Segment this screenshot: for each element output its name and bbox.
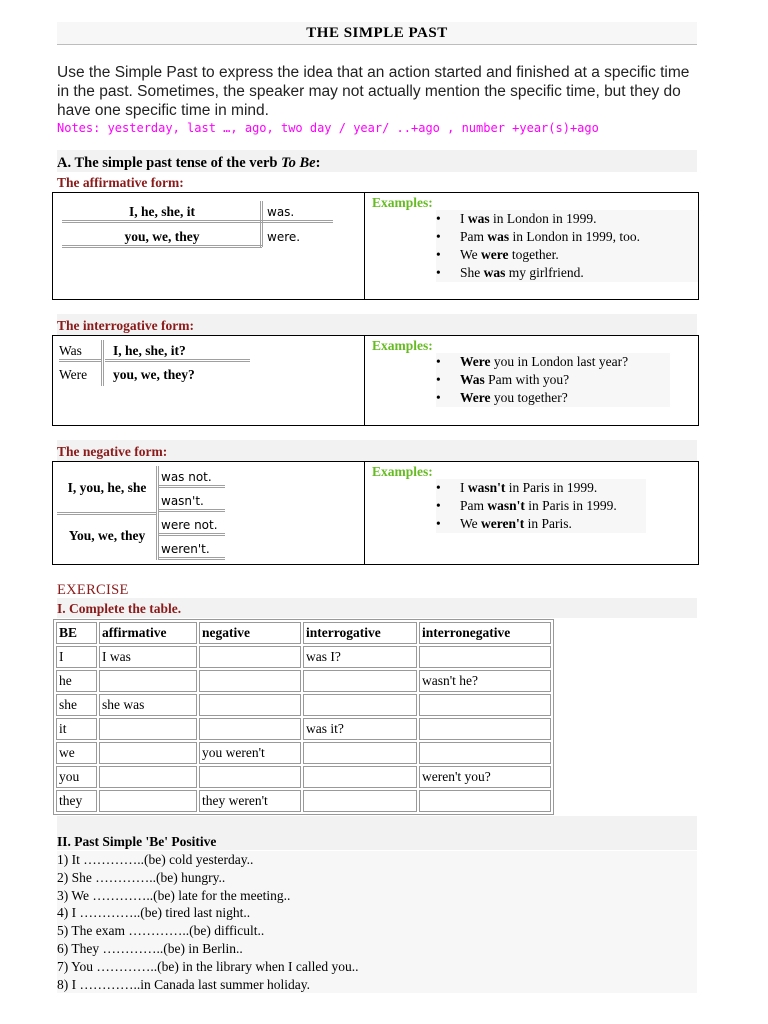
exercise-item-1: 1) It …………..(be) cold yesterday.. [57,851,697,869]
exercise-table [53,619,554,815]
table-cell[interactable] [303,766,417,788]
table-cell[interactable] [99,742,197,764]
negative-form-4: weren't. [159,538,225,560]
table-cell[interactable] [419,790,551,812]
exercise-item-6: 6) They …………..(be) in Berlin.. [57,940,697,958]
table-cell[interactable] [199,646,301,668]
table-header-row [56,622,551,644]
negative-subject-1: I, you, he, she [67,480,147,495]
negative-examples-label: Examples: [372,464,433,479]
table-row [56,790,551,812]
table-cell[interactable]: was I? [303,646,417,668]
interrogative-example-1: • Were you in London last year? [436,353,670,371]
table-cell[interactable] [99,766,197,788]
negative-examples [436,479,646,533]
interrogative-verb-1: Was [59,340,101,362]
table-cell[interactable] [199,694,301,716]
exercise-item-7: 7) You …………..(be) in the library when I called you.. [57,958,697,976]
interrogative-examples-label: Examples: [372,338,433,353]
affirmative-box [52,192,699,300]
section-a-verb: To Be [281,155,316,171]
table-row [56,718,551,740]
table-cell[interactable] [303,790,417,812]
table-header: BE [56,622,97,644]
negative-subject-2: You, we, they [68,528,146,543]
table-cell: they [56,790,97,812]
table-header: interronegative [419,622,551,644]
affirmative-heading: The affirmative form: [57,175,184,190]
table-cell: I [56,646,97,668]
table-cell: he [56,670,97,692]
table-cell[interactable] [303,742,417,764]
negative-example-2: • Pam wasn't in Paris in 1999. [436,497,646,515]
interrogative-example-2: • Was Pam with you? [436,371,670,389]
table-cell[interactable]: I was [99,646,197,668]
table-cell[interactable] [419,718,551,740]
affirmative-example-1: • I was in London in 1999. [436,210,698,228]
exercise-item-3: 3) We …………..(be) late for the meeting.. [57,887,697,905]
table-cell[interactable]: was it? [303,718,417,740]
section-a-heading [57,155,320,172]
table-cell[interactable]: she was [99,694,197,716]
table-cell[interactable] [199,718,301,740]
table-cell[interactable]: you weren't [199,742,301,764]
negative-example-3: • We weren't in Paris. [436,515,646,533]
exercise-label: EXERCISE [57,582,129,598]
negative-form-3: were not. [159,514,225,536]
table-cell[interactable]: wasn't he? [419,670,551,692]
exercise-item-4: 4) I …………..(be) tired last night.. [57,904,697,922]
table-cell[interactable] [199,766,301,788]
interrogative-box [52,335,699,426]
table-cell[interactable]: weren't you? [419,766,551,788]
affirmative-verb-2: were. [267,230,301,244]
interrogative-example-3: • Were you together? [436,389,670,407]
exercise-items [57,851,697,993]
interrogative-heading: The interrogative form: [57,318,194,333]
page-title: THE SIMPLE PAST [57,22,697,45]
exercise-part2-heading: II. Past Simple 'Be' Positive [57,834,217,849]
table-cell[interactable]: they weren't [199,790,301,812]
table-cell[interactable] [419,694,551,716]
affirmative-verb-1: was. [263,201,333,223]
table-row [56,646,551,668]
affirmative-subject-2: you, we, they [62,226,262,248]
affirmative-example-2: • Pam was in London in 1999, too. [436,228,698,246]
table-cell: we [56,742,97,764]
affirmative-examples [436,210,698,282]
table-row [56,742,551,764]
exercise-item-2: 2) She …………..(be) hungry.. [57,869,697,887]
interrogative-subject-2: you, we, they? [113,367,195,382]
table-row [56,694,551,716]
negative-form-2: wasn't. [159,490,225,512]
table-cell[interactable] [303,670,417,692]
table-cell[interactable] [99,790,197,812]
interrogative-subject-1: I, he, she, it? [105,340,250,362]
table-cell: it [56,718,97,740]
table-cell[interactable] [199,670,301,692]
exercise-part1-heading: I. Complete the table. [57,601,182,616]
table-cell: you [56,766,97,788]
section-a-prefix: A. The simple past tense of the verb [57,155,282,171]
exercise-item-5: 5) The exam …………..(be) difficult.. [57,922,697,940]
affirmative-example-4: • She was my girlfriend. [436,264,698,282]
negative-form-1: was not. [159,466,225,488]
negative-heading: The negative form: [57,444,168,459]
table-row [56,766,551,788]
intro-paragraph: Use the Simple Past to express the idea that an action started and finished at a specific time in the past. Sometimes, the speaker may not actually mention the specific time, but they do have one specific time in mind. [57,64,690,119]
table-header: affirmative [99,622,197,644]
table-header: negative [199,622,301,644]
affirmative-subject-1: I, he, she, it [62,201,262,223]
table-cell[interactable] [419,646,551,668]
notes-line: Notes: yesterday, last …, ago, two day / year/ ..+ago , number +year(s)+ago [57,121,599,135]
exercise-item-8: 8) I …………..in Canada last summer holiday. [57,976,697,994]
table-cell[interactable] [99,718,197,740]
interrogative-verb-2: Were [59,367,88,382]
negative-box [52,461,699,565]
table-row [56,670,551,692]
table-cell[interactable] [303,694,417,716]
section-a-suffix: : [315,155,321,171]
negative-example-1: • I wasn't in Paris in 1999. [436,479,646,497]
table-cell: she [56,694,97,716]
affirmative-examples-label: Examples: [372,195,433,210]
table-header: interrogative [303,622,417,644]
table-cell[interactable] [419,742,551,764]
interrogative-examples [436,353,670,407]
table-cell[interactable] [99,670,197,692]
affirmative-example-3: • We were together. [436,246,698,264]
